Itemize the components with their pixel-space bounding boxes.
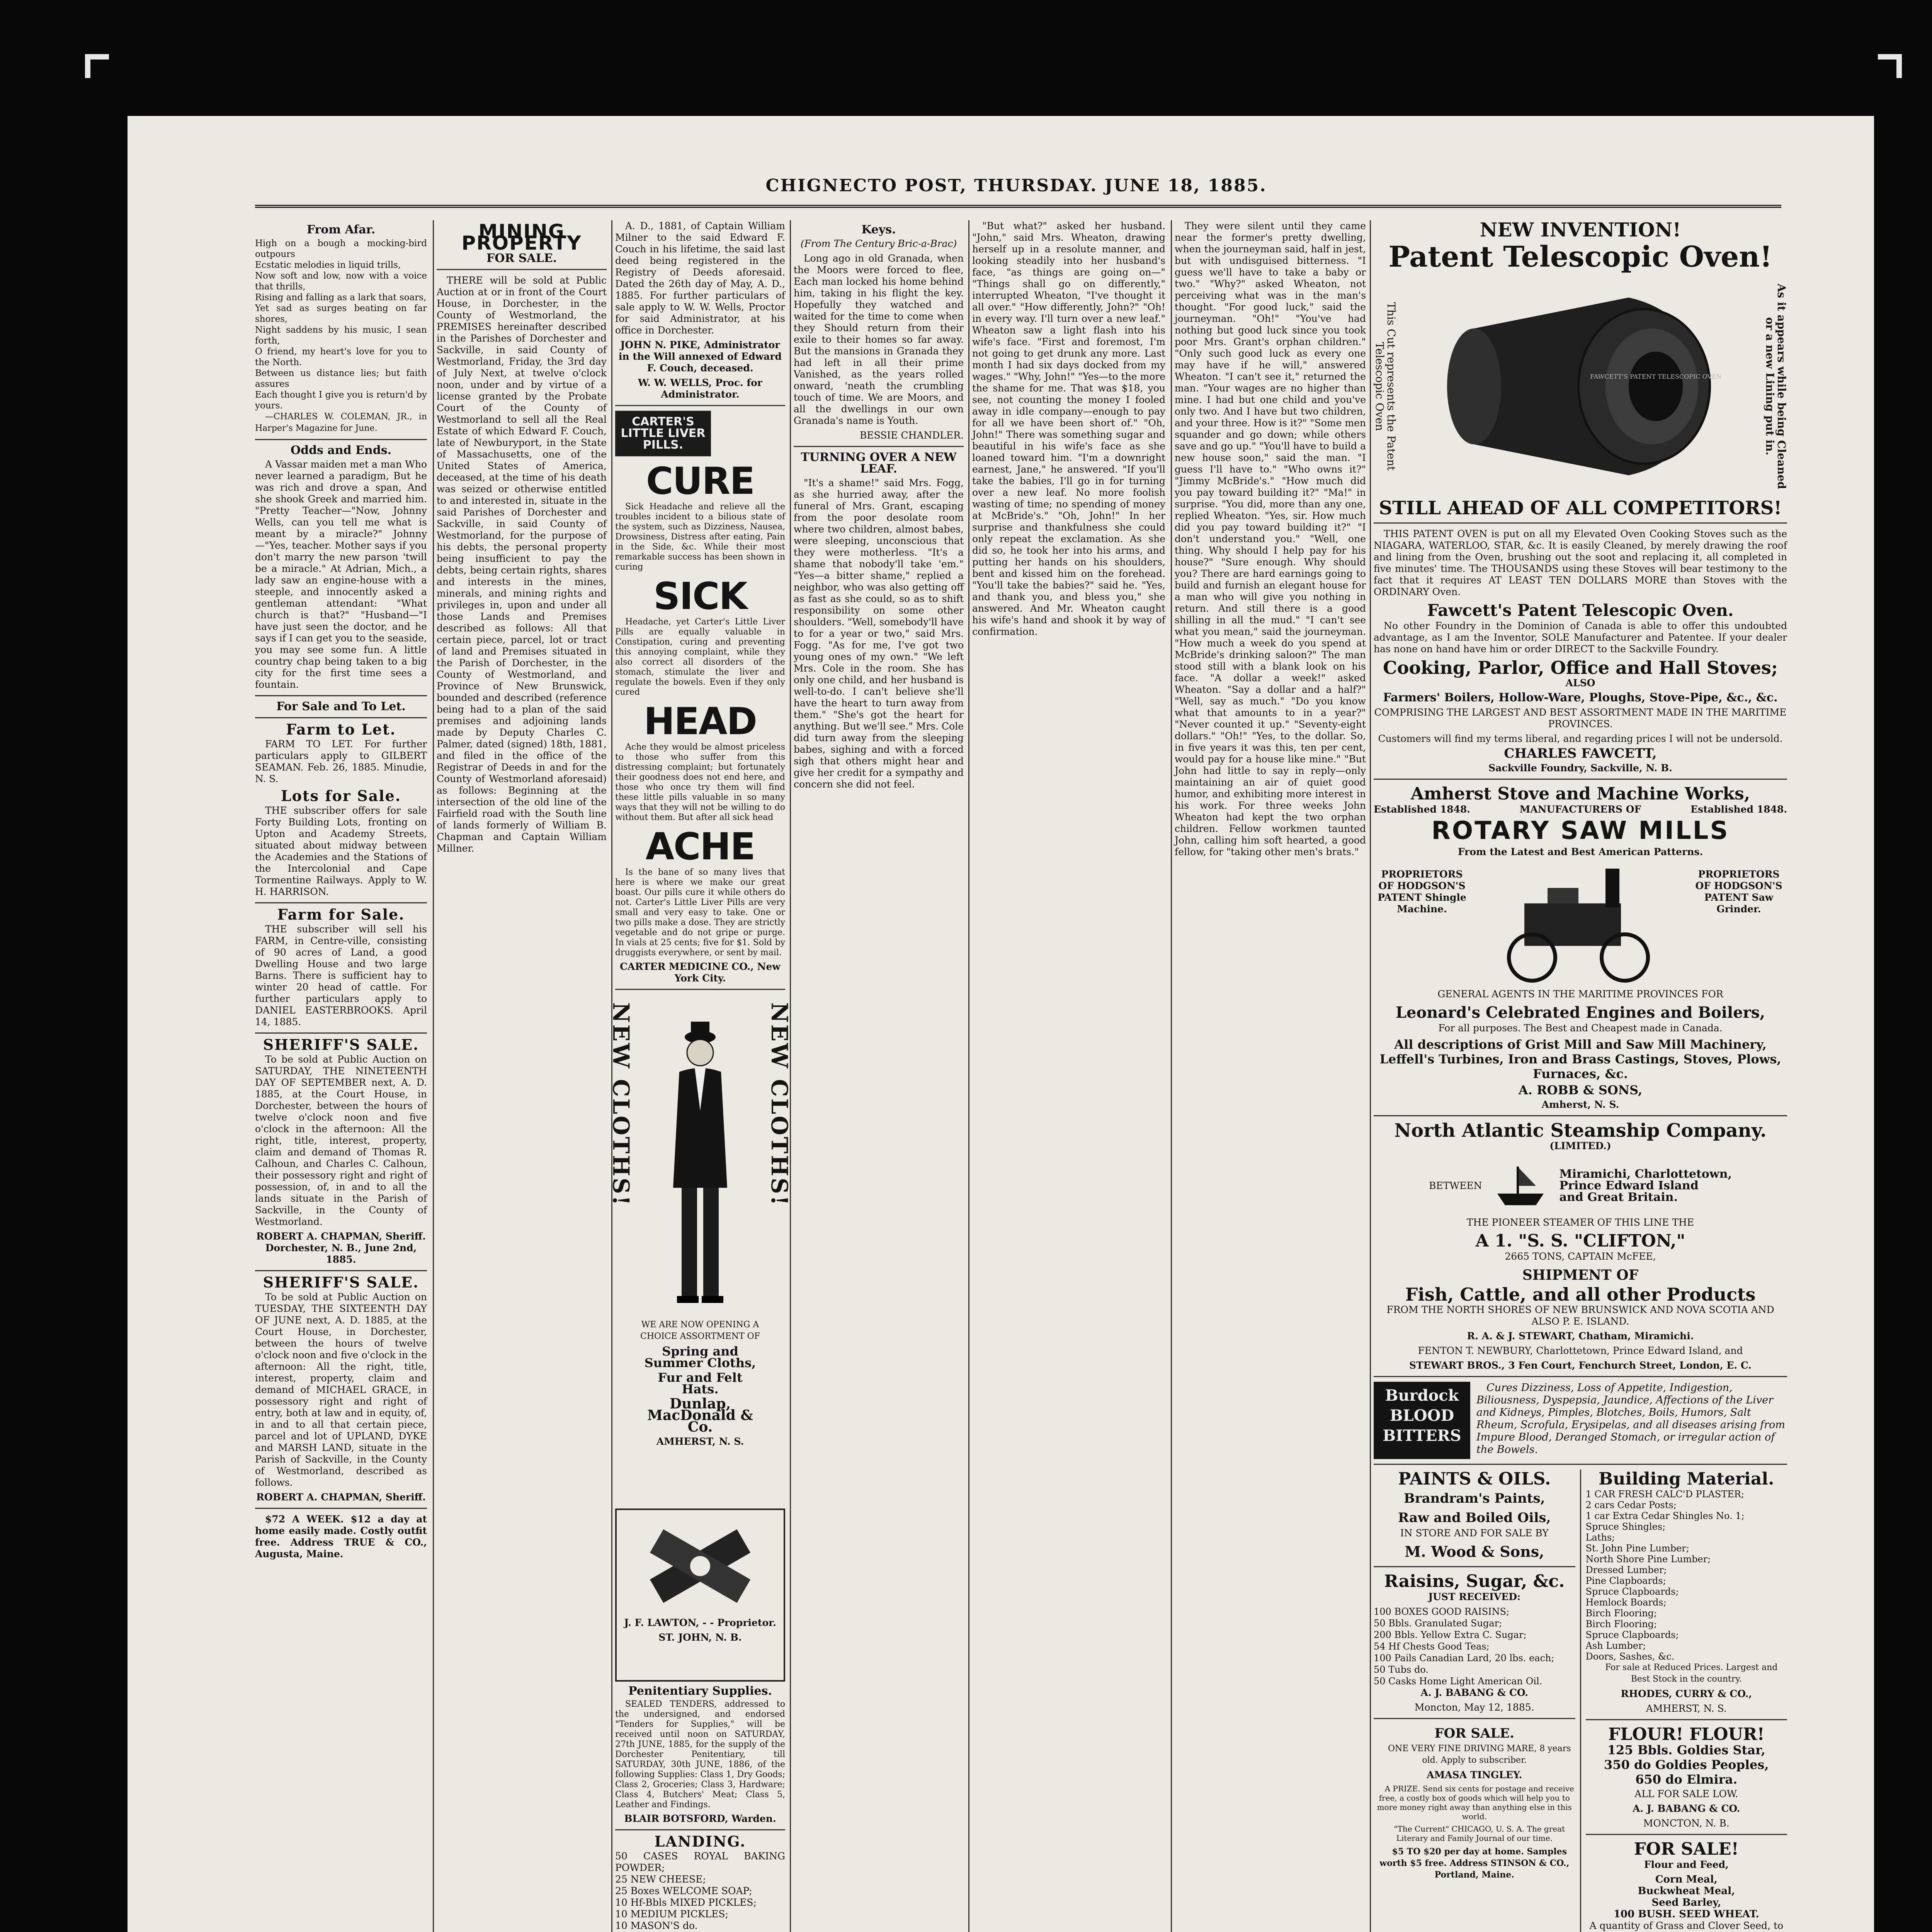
landing-item: 10 MASON'S do. <box>615 1920 698 1931</box>
rhodes-address: AMHERST, N. S. <box>1646 1703 1727 1714</box>
column-2 <box>437 220 607 1932</box>
sick-text: Headache, yet Carter's Little Liver Pills are equally valuable in Constipation, curing and preventing this annoying complaint, while they also correct all disorders of the stomach, stimulate the liver and regulate the bowels. Even if they only cured <box>615 617 785 697</box>
established-right: Established 1848. <box>1690 804 1787 815</box>
gentleman-illustration <box>658 1010 743 1311</box>
raisin-list <box>1374 1606 1575 1687</box>
landing-title: LANDING. <box>654 1833 746 1850</box>
lower-right-ads <box>1581 1469 1787 1932</box>
building-item: Doors, Sashes, &c. <box>1585 1651 1675 1662</box>
dunlap-name: Dunlap, MacDonald & Co. <box>647 1396 753 1435</box>
building-item: 1 CAR FRESH CALC'D PLASTER; <box>1585 1489 1745 1500</box>
poem-line: Between us distance lies; but faith assures <box>255 368 427 389</box>
clothing-ad <box>608 995 793 1505</box>
column-divider <box>1370 220 1371 1932</box>
flour-line-1: 125 Bbls. Goldies Star, <box>1607 1743 1765 1757</box>
also-label: ALSO <box>1565 677 1595 689</box>
fur-hats: Fur and Felt Hats. <box>658 1370 743 1396</box>
shingle-machine: PROPRIETORS OF HODGSON'S PATENT Shingle Machine. <box>1378 869 1466 915</box>
nasc-route <box>1374 1155 1787 1217</box>
fish-cattle: Fish, Cattle, and all other Products <box>1405 1284 1756 1305</box>
sheriff-sale-1-text: To be sold at Public Auction on SATURDAY, THE NINETEENTH DAY OF SEPTEMBER next, A. D. 1885, at the Court House, in Dorchester, between the hours of twelve o'clock noon and five o'clock in the afternoon: All the right, title, interest, property, claim and demand of Thomas R. Calhoun, and Charles C. Calhoun, their possessory right and right of possession, of, in and to all the lands situate in the Parish of Sackville, in the County of Westmorland. <box>255 1054 427 1227</box>
brandram: Brandram's Paints, <box>1404 1491 1545 1506</box>
saw-illustration <box>642 1514 758 1614</box>
raisin-item: 100 Pails Canadian Lard, 20 lbs. each; <box>1374 1653 1554 1663</box>
building-item: Dressed Lumber; <box>1585 1565 1667 1575</box>
landing-item: 25 Boxes WELCOME SOAP; <box>615 1885 752 1896</box>
oven-side-right: As it appears while being Cleaned or a new Lining put in. <box>1764 284 1788 489</box>
shipment-label: SHIPMENT OF <box>1522 1267 1639 1283</box>
moncton-date: Moncton, May 12, 1885. <box>1414 1702 1534 1713</box>
column-3 <box>608 220 793 1932</box>
route-2: Prince Edward Island <box>1559 1179 1699 1192</box>
administrator-sign: JOHN N. PIKE, Administrator in the Will annexed of Edward F. Couch, deceased. <box>618 339 782 374</box>
mining-title: MINING PROPERTY <box>461 220 582 254</box>
new-cloths-left: NEW CLOTHS! <box>608 1002 634 1207</box>
carters-logo: CARTER'S LITTLE LIVER PILLS. <box>615 411 711 456</box>
prize-ad: A PRIZE. Send six cents for postage and receive free, a costly box of goods which will help you to more money right away than anything else in this world. <box>1377 1784 1574 1821</box>
robb-address: Amherst, N. S. <box>1541 1099 1619 1110</box>
farm-sale-title: Farm for Sale. <box>277 906 405 923</box>
poem-line: Night saddens by his music, I sean forth, <box>255 325 427 346</box>
notice-text: A. D., 1881, of Captain William Milner to the said Edward F. Couch in his lifetime, the said last deed being registered in the Registry of Deeds aforesaid. Dated the 26th day of May, A. D., 1885. For further particulars of sale apply to W. W. Wells, Proctor for said Administrator, at his office in Dorchester. <box>615 220 785 336</box>
raisin-item: 54 Hf Chests Good Teas; <box>1374 1641 1490 1652</box>
building-item: Birch Flooring; <box>1585 1619 1657 1629</box>
sheriff-sale-2-text: To be sold at Public Auction on TUESDAY, THE SIXTEENTH DAY OF JUNE next, A. D. 1885, at the Court House, in Dorchester, between the hours of twelve o'clock noon and five o'clock in the afternoon: All the right, title, interest, property, claim and demand of MICHAEL GRACE, in possessory right and right of entry, both at law and in equity, of, in and to all that certain piece, parcel and lot of UPLAND, DYKE and MARSH LAND, situate in the Parish of Sackville, in the County of Westmorland, described as follows. <box>255 1291 427 1488</box>
building-item: North Shore Pine Lumber; <box>1585 1554 1711 1565</box>
sheriff-sale-2-sign: ROBERT A. CHAPMAN, Sheriff. <box>256 1492 426 1503</box>
column-6 <box>1175 220 1366 1932</box>
poem-line: Ecstatic melodies in liquid trills, <box>255 260 401 270</box>
sheriff-sale-1-title: SHERIFF'S SALE. <box>263 1036 419 1053</box>
penitentiary-title: Penitentiary Supplies. <box>628 1684 772 1698</box>
lawton-city: ST. JOHN, N. B. <box>658 1632 742 1643</box>
farm-let-title: Farm to Let. <box>286 721 396 738</box>
sheriff-sale-1-sign: ROBERT A. CHAPMAN, Sheriff. Dorchester, N. B., June 2nd, 1885. <box>256 1231 426 1265</box>
feed-list <box>1586 1874 1787 1920</box>
feed-item: Buckwheat Meal, <box>1638 1885 1735 1897</box>
divider <box>255 902 427 903</box>
divider <box>1374 779 1787 780</box>
sackville-foundry: Sackville Foundry, Sackville, N. B. <box>1488 762 1672 774</box>
divider <box>1374 1376 1787 1377</box>
lawton-name: J. F. LAWTON, - - Proprietor. <box>624 1617 776 1628</box>
opening-text: WE ARE NOW OPENING A CHOICE ASSORTMENT OF <box>640 1320 760 1341</box>
building-item: 1 car Extra Cedar Shingles No. 1; <box>1585 1510 1745 1521</box>
newspaper-page <box>128 116 1874 1932</box>
established-left: Established 1848. <box>1374 804 1470 815</box>
building-item: Birch Flooring; <box>1585 1608 1657 1619</box>
raisin-item: 50 Tubs do. <box>1374 1664 1429 1675</box>
stinson-ad: $5 TO $20 per day at home. Samples worth $5 free. Address STINSON & CO., Portland, Maine. <box>1379 1847 1570 1880</box>
building-foot: For sale at Reduced Prices. Largest and Best Stock in the country. <box>1605 1663 1778 1684</box>
divider <box>1586 1719 1787 1720</box>
nasc-title: North Atlantic Steamship Company. <box>1394 1120 1767 1141</box>
divider <box>615 405 785 406</box>
between-label: BETWEEN <box>1429 1180 1482 1191</box>
saw-grinder: PROPRIETORS OF HODGSON'S PATENT Saw Grinder. <box>1695 869 1782 915</box>
building-list <box>1586 1489 1787 1662</box>
feed-item: 100 BUSH. SEED WHEAT. <box>1613 1908 1759 1920</box>
keys-author: BESSIE CHANDLER. <box>859 430 964 441</box>
stewart-london: STEWART BROS., 3 Fen Court, Fenchurch Street, London, E. C. <box>1409 1360 1752 1371</box>
raisin-item: 100 BOXES GOOD RAISINS; <box>1374 1606 1510 1617</box>
rhodes-curry: RHODES, CURRY & CO., <box>1621 1688 1752 1699</box>
divider <box>1374 1718 1575 1719</box>
poem-line: Now soft and low, now with a voice that thrills, <box>255 271 427 292</box>
divider <box>255 695 427 696</box>
penitentiary-sign: BLAIR BOTSFORD, Warden. <box>624 1813 776 1824</box>
word-sick: SICK <box>653 575 747 618</box>
raw-oils: Raw and Boiled Oils, <box>1398 1510 1551 1526</box>
odds-text: A Vassar maiden met a man Who never learned a paradigm, But he was rich and drove a span, And she shook Greek and married him. "Pretty Teacher—"Now, Johnny Wells, can you tell me what is meant by a miracle?" Johnny—"Yes, teacher. Mother says if you don't marry the new parson 'twill be a miracle." At Adrian, Mich., a lady saw an engine-house with a steeple, and innocently asked a gentleman attendant: "What church is that?" "Husband—"I have just seen the doctor, and he says if I can get you to the seaside, you may see some fun. A little country chap being taken to a big city for the first time sees a fountain. <box>255 459 427 690</box>
ache-text: Is the bane of so many lives that here is where we make our great boast. Our pills cure it while others do not. Carter's Little Liver Pills are very small and very easy to take. One or two pills make a dose. They are strictly vegetable and do not gripe or purge. In vials at 25 cents; five for $1. Sold by druggists everywhere, or sent by mail. <box>615 867 785 957</box>
moncton-label: MONCTON, N. B. <box>1643 1818 1730 1829</box>
lots-text: THE subscriber offers for sale Forty Building Lots, fronting on Upton and Academy Streets, situated about midway between the Academies and the Stations of the Intercolonial and Cape Tormentine Railways. Apply to W. H. HARRISON. <box>255 805 427 897</box>
manufacturers-label: MANUFACTURERS OF <box>1519 804 1641 815</box>
cooking-stoves: Cooking, Parlor, Office and Hall Stoves; <box>1383 657 1778 678</box>
column-divider <box>433 220 434 1932</box>
story-continued: "But what?" asked her husband. "John," said Mrs. Wheaton, drawing herself up in a resolute manner, and looking steadily into her husband's face, "as things are going on—" "Things shall go on differently," interrupted Wheaton, "I've thought it all over." "How differently, John?" "Oh! in every way. I'll turn over a new leaf." Wheaton saw a light flash into his wife's face. "First and foremost, I'm not going to get drunk any more. Last month I had six days docked from my wages." "Why, John!" "Yes—to the more the shame for me. That was $18, you see, not counting the money I fooled away in idle company—enough to pay for all we have been short of." "Oh, John!" There was something sugar and beautiful in his wife's face as she loaned toward him. "I'm a downright earnest, Jane," he answered. "If you'll take the babies, I'll go in for turning over a new leaf. No more foolish wasting of time; no spending of money at McBride's." "Oh, John!" In her surprise and thankfulness she could only repeat the exclamation. As she did so, he took her into his arms, and putting her hands on his shoulders, bent and kissed him on the forehead. "You'll take the babies?" said he. "Yes, and thank you, and bless you," she answered. And Mr. Wheaton caught his wife's hand and shook it by way of confirmation. <box>972 220 1165 637</box>
raisin-item: 50 Bbls. Granulated Sugar; <box>1374 1618 1502 1629</box>
established-row <box>1374 804 1787 815</box>
lawton-ad <box>615 1509 785 1682</box>
poem-line: Yet sad as surges beating on far shores, <box>255 303 427 324</box>
keys-title: Keys. <box>861 223 896 236</box>
in-store: IN STORE AND FOR SALE BY <box>1400 1527 1549 1539</box>
flour-line-3: 650 do Elmira. <box>1635 1772 1738 1787</box>
mining-text: THERE will be sold at Public Auction at or in front of the Court House, in Dorchester, in the County of Westmorland, the PREMISES hereinafter described in the Parishes of Dorchester and Sackville, in said County of Westmorland, Friday, the 3rd day of July Next, at twelve o'clock noon, under and by virtue of a license granted by the Probate Court of the County of Westmorland to sell all the Real Estate of which Edward F. Couch, late of Newburyport, in the State of Massachusetts, one of the United States of America, deceased, at the time of his death was seized or otherwise entitled to and interested in, situate in the said Parishes of Dorchester and Sackville, in said County of Westmorland, for the purpose of his debts, the personal property being insufficient to pay the debts, being certain rights, shares and interests in the mines, minerals, and mining rights and privileges in, upon and under all those Lands and Premises described as follows: All that certain piece, parcel, lot or tract of land and Premises situated in the Parish of Dorchester, in the County of Westmorland, and Province of New Brunswick, bounded and described (reference being had to a plan of the said premises and adjoining lands made by Deputy Charles C. Palmer, dated (signed) 18th, 1881, and filed in the office of the Registrar of Deeds in and for the County of Westmorland aforesaid) as follows: Beginning at the intersection of the old line of the Fairfield road with the South line of lands formerly of William B. Chapman and Captain William Millner. <box>437 275 607 854</box>
shores-text: FROM THE NORTH SHORES OF NEW BRUNSWICK AND NOVA SCOTIA AND ALSO P. E. ISLAND. <box>1386 1304 1774 1327</box>
general-agents: GENERAL AGENTS IN THE MARITIME PROVINCES FOR <box>1437 988 1723 1000</box>
poem-line: Each thought I give you is return'd by yours. <box>255 390 427 411</box>
word-cure: CURE <box>646 459 754 503</box>
leonard-engines: Leonard's Celebrated Engines and Boilers, <box>1395 1003 1765 1022</box>
ship-icon <box>1493 1163 1548 1209</box>
film-corner-mark <box>85 54 109 78</box>
customers-text: Customers will find my terms liberal, and regarding prices I will not be undersold. <box>1378 733 1783 744</box>
latest-patterns: From the Latest and Best American Patterns. <box>1458 846 1703 857</box>
forsale-heading: For Sale and To Let. <box>276 700 406 713</box>
poem-line: High on a bough a mocking-bird outpours <box>255 238 427 259</box>
clothing-copy <box>638 1319 762 1451</box>
grist-mill-text: All descriptions of Grist Mill and Saw Mill Machinery, Leffell's Turbines, Iron and Brass Castings, Stoves, Plows, Furnaces, &c. <box>1379 1037 1781 1081</box>
fenton-newbury: FENTON T. NEWBURY, Charlottetown, Prince Edward Island, and <box>1418 1345 1743 1356</box>
landing-item: 25 NEW CHEESE; <box>615 1874 706 1885</box>
word-head: HEAD <box>644 700 757 743</box>
tingley-sign: AMASA TINGLEY. <box>1427 1769 1522 1781</box>
burdock-ad <box>1374 1382 1787 1459</box>
building-item: Spruce Clapboards; <box>1585 1629 1679 1640</box>
column-divider <box>968 220 969 1932</box>
just-received: JUST RECEIVED: <box>1428 1591 1521 1602</box>
divider <box>255 1032 427 1034</box>
stewart-chatham: R. A. & J. STEWART, Chatham, Miramichi. <box>1467 1330 1694 1342</box>
flour-line-2: 350 do Goldies Peoples, <box>1604 1757 1769 1772</box>
cure-text: Sick Headache and relieve all the troubles incident to a bilious state of the system, such as Dizziness, Nausea, Drowsiness, Distress after eating, Pain in the Side, &c. While their most remarkable success has been shown in curing <box>615 502 785 572</box>
oven-figure <box>1374 274 1787 498</box>
column-7-ads <box>1374 220 1787 1932</box>
route-list <box>1559 1168 1731 1203</box>
building-item: St. John Pine Lumber; <box>1585 1543 1689 1554</box>
bitters-word: BITTERS <box>1383 1427 1461 1445</box>
still-ahead: STILL AHEAD OF ALL COMPETITORS! <box>1379 497 1782 519</box>
m-wood: M. Wood & Sons, <box>1405 1543 1544 1560</box>
head-text: Ache they would be almost priceless to those who suffer from this distressing complaint; but fortunately their goodness does not end here, and those who once try them will find these little pills valuable in so many ways that they will not be willing to do without them. But after all sick head <box>615 742 785 822</box>
divider <box>255 439 427 440</box>
divider <box>794 446 964 447</box>
pioneer-text: THE PIONEER STEAMER OF THIS LINE THE <box>1466 1217 1694 1228</box>
story-continued-2: They were silent until they came near the former's pretty dwelling, when the journeyman said, half in jest, but with undisguised bitterness. "I guess we'll have to take a baby or two." "Why?" asked Wheaton, not perceiving what was in the man's thought. "For good luck," said the journeyman. "Oh!" "You've had nothing but good luck since you took poor Mrs. Grant's orphan children." "Only such good luck as every one may have if he will," answered Wheaton. "I can't see it," returned the man. "Your wages are no higher than mine. I had but one child and you've only two. And I have but two children, and your three. How is it?" "Some men squander and go down; while others save and go up." "You'll have to build a new house soon," said the man. "I guess I'll have to." "Who owns it?" "Jimmy McBride's." "How much did you pay toward building it?" "Ma!" in surprise. "You did, more than any one, replied Wheaton. "Yes, sir. How much did you pay toward building it?" "I don't understand you." "Well, one thing. Why should I help pay for his house?" "Sure enough. Why should you? There are hard earnings going to build and furnish an elegant house for a man who will give you nothing in return. And still there is a good shilling in all the mud." "I can't see what you mean," said the journeyman. "How much a week do you spend at McBride's drinking saloon?" The man stood still with a blank look on his face. "A dollar a week!" asked Wheaton. "Say a dollar and a half?" "Well, say as much." "Do you know what that amounts to in a year?" "Never counted it up." "Seventy-eight dollars." "Oh!" "Yes, to the dollar. So, in five years it was this, ten per cent, would pay for a house like mine." "But John had little to say in reply—only maintaining an air of quiet good humor, and exhibiting more interest in his work. For three weeks John Wheaton had kept the two orphan children. Fellow workmen taunted John, calling him soft hearted, a good fellow, for "taking other men's brats." <box>1175 220 1366 857</box>
for-sale-mid: FOR SALE. <box>1434 1726 1514 1741</box>
comprising-text: COMPRISING THE LARGEST AND BEST ASSORTMENT MADE IN THE MARITIME PROVINCES. <box>1374 707 1787 730</box>
poem-line: Rising and falling as a lark that soars, <box>255 293 427 303</box>
column-5 <box>972 220 1165 1932</box>
mining-subtitle: FOR SALE. <box>486 252 557 265</box>
landing-item: 50 CASES ROYAL BAKING POWDER; <box>615 1850 785 1873</box>
column-4 <box>794 220 964 1932</box>
babang-2: A. J. BABANG & CO. <box>1633 1803 1740 1814</box>
divider <box>1374 1566 1575 1567</box>
poem-body <box>255 238 427 411</box>
keys-credit: (From The Century Bric-a-Brac) <box>800 238 957 249</box>
best-cheapest: For all purposes. The Best and Cheapest made in Canada. <box>1438 1022 1723 1034</box>
new-cloths-right: NEW CLOTHS! <box>766 1002 793 1207</box>
divider <box>1374 1115 1787 1116</box>
burdock-logo <box>1374 1382 1470 1459</box>
building-item: 2 cars Cedar Posts; <box>1585 1500 1677 1510</box>
landing-item: 10 MEDIUM PICKLES; <box>615 1908 729 1920</box>
column-1 <box>255 220 427 1932</box>
burdock-word: Burdock <box>1385 1386 1459 1405</box>
dunlap-location: AMHERST, N. S. <box>656 1436 744 1447</box>
divider <box>615 1829 785 1830</box>
building-item: Pine Clapboards; <box>1585 1575 1666 1586</box>
poem-credit: —CHARLES W. COLEMAN, JR., in Harper's Magazine for June. <box>255 412 427 433</box>
landing-list <box>615 1850 785 1932</box>
story-title: TURNING OVER A NEW LEAF. <box>801 451 957 476</box>
farmers-boilers: Farmers' Boilers, Hollow-Ware, Ploughs, Stove-Pipe, &c., &c. <box>1383 691 1778 704</box>
story-text: "It's a shame!" said Mrs. Fogg, as she hurried away, after the funeral of Mrs. Grant, escaping from the poor desolate room where two children, almost babes, were sleeping, unconscious that they were motherless. "It's a shame that nobody'll take 'em." "Yes—a bitter shame," replied a neighbor, who was also getting off as fast as she could, so as to shift responsibility on some other shoulders. "Well, somebody'll have to for a year or two," said Mrs. Fogg. "As for me, I've got two young ones of my own." "We left Mrs. Cole in the room. She has only one child, and her husband is well-to-do. I can't believe she'll have the heart to turn away from them." "She's got the heart for anything. But we'll see." Mrs. Cole did turn away from the sleeping babes, sighing and with a forced sigh that others might hear and give her credit for a sympathy and concern she did not feel. <box>794 477 964 790</box>
new-invention: NEW INVENTION! <box>1480 218 1681 241</box>
divider <box>437 269 607 270</box>
oven-title: Patent Telescopic Oven! <box>1388 240 1772 274</box>
spring-cloths: Spring and Summer Cloths, <box>644 1344 756 1370</box>
divider <box>1374 522 1787 524</box>
column-divider <box>1171 220 1172 1932</box>
feed-item: Seed Barley, <box>1651 1897 1721 1908</box>
farm-sale-text: THE subscriber will sell his FARM, in Centre-ville, consisting of 90 acres of Land, a good Dwelling House and two large Barns. There is sufficient hay to winter 20 head of cattle. For further particulars apply to DANIEL EASTERBROOKS. April 14, 1885. <box>255 923 427 1027</box>
divider <box>255 1270 427 1271</box>
divider <box>255 717 427 718</box>
rotary-saw-mills: ROTARY SAW MILLS <box>1431 816 1730 845</box>
amherst-works: Amherst Stove and Machine Works, <box>1410 784 1750 804</box>
building-item: Laths; <box>1585 1532 1615 1543</box>
raisin-item: 50 Casks Home Light American Oil. <box>1374 1676 1543 1687</box>
flour-title: FLOUR! FLOUR! <box>1608 1725 1765 1744</box>
lower-left-ads <box>1374 1469 1581 1932</box>
building-item: Spruce Shingles; <box>1585 1521 1666 1532</box>
poem-title: From Afar. <box>306 223 376 236</box>
current-ad: "The Current" CHICAGO, U. S. A. The great Literary and Family Journal of our time. <box>1394 1824 1565 1843</box>
building-item: Spruce Clapboards; <box>1585 1586 1679 1597</box>
carter-company: CARTER MEDICINE CO., New York City. <box>620 961 781 984</box>
divider <box>1374 1464 1787 1465</box>
feed-item: Corn Meal, <box>1655 1874 1718 1885</box>
poem-line: O friend, my heart's love for you to the North. <box>255 347 427 367</box>
lower-ads <box>1374 1469 1787 1932</box>
odds-title: Odds and Ends. <box>290 444 392 457</box>
burdock-text: Cures Dizziness, Loss of Appetite, Indigestion, Biliousness, Dyspepsia, Jaundice, Affections of the Liver and Kidneys, Pimples, Blotches, Boils, Humors, Salt Rheum, Scrofula, Erysipelas, and all diseases arising from Impure Blood, Deranged Stomach, or irregular action of the Bowels. <box>1476 1382 1785 1456</box>
oven-label: FAWCETT'S PATENT TELESCOPIC OVEN <box>1590 373 1722 380</box>
proctor-sign: W. W. WELLS, Proc. for Administrator. <box>638 377 762 400</box>
nasc-limited: (LIMITED.) <box>1549 1140 1611 1151</box>
raisin-item: 200 Bbls. Yellow Extra C. Sugar; <box>1374 1629 1527 1640</box>
masthead-rule <box>255 205 1781 208</box>
charles-fawcett: CHARLES FAWCETT, <box>1504 746 1657 761</box>
building-material: Building Material. <box>1599 1469 1774 1489</box>
oven-side-left: This Cut represents the Patent Telescopic Oven <box>1373 302 1398 471</box>
raisins-title: Raisins, Sugar, &c. <box>1384 1571 1565 1591</box>
tonnage: 2665 TONS, CAPTAIN McFEE, <box>1505 1251 1656 1262</box>
oven-text: THIS PATENT OVEN is put on all my Elevated Oven Cooking Stoves such as the NIAGARA, WATERLOO, STAR, &c. It is easily Cleaned, by merely drawing the roof and lining from the Oven, brushing out the soot and replacing it, all completed in five minutes' time. The THOUSANDS using these Stoves will bear testimony to the fact that it requires AT LEAST TEN DOLLARS MORE than Stoves with the ORDINARY Oven. <box>1374 528 1787 597</box>
robb-name: A. ROBB & SONS, <box>1518 1083 1643 1097</box>
oven-illustration <box>1428 282 1729 491</box>
penitentiary-text: SEALED TENDERS, addressed to the undersigned, and endorsed "Tenders for Supplies," will be received until noon on SATURDAY, 27th JUNE, 1885, for the supply of the Dorchester Penitentiary, till SATURDAY, 30th JUNE, 1886, of the following Supplies: Class 1, Dry Goods; Class 2, Groceries; Class 3, Hardware; Class 4, Butchers' Meat; Class 5, Leather and Findings. <box>615 1699 785 1810</box>
building-item: Ash Lumber; <box>1585 1640 1646 1651</box>
foundry-text: No other Foundry in the Dominion of Canada is able to offer this undoubted advantage, as I am the Inventor, SOLE Manufacturer and Patentee. If your dealer has none on hand have him or order DIRECT to the Sackville Foundry. <box>1374 620 1787 655</box>
landing-item: 10 Hf-Bbls MIXED PICKLES; <box>615 1897 757 1908</box>
paints-oils: PAINTS & OILS. <box>1398 1469 1551 1489</box>
film-corner-mark <box>1878 54 1902 78</box>
keys-poem: Long ago in old Granada, when the Moors were forced to flee, Each man locked his home behind him, taking in his flight the key. Hopefully they watched and waited for the time to come when they Should return from their exile to their homes so far away. But the mansions in Granada they had left in all their prime Vanished, as the years rolled onward, 'neath the crumbling touch of time. We are Moors, and all the dwellings in our own Granada's name is Youth. <box>794 253 964 426</box>
flour-feed: Flour and Feed, <box>1644 1859 1729 1870</box>
divider <box>255 1508 427 1509</box>
route-1: Miramichi, Charlottetown, <box>1559 1167 1732 1181</box>
lots-title: Lots for Sale. <box>281 787 401 804</box>
grass-seed: A quantity of Grass and Clover Seed, to <box>1589 1920 1784 1931</box>
week-ad: $72 A WEEK. $12 a day at home easily made. Costly outfit free. Address TRUE & CO., Augusta, Maine. <box>255 1514 427 1560</box>
steam-engine-illustration <box>1490 861 1671 985</box>
engine-block <box>1374 861 1787 988</box>
clifton-name: A 1. "S. S. "CLIFTON," <box>1475 1231 1685 1251</box>
babang-1: A. J. BABANG & CO. <box>1420 1687 1528 1698</box>
divider <box>615 989 785 990</box>
word-ache: ACHE <box>645 825 755 868</box>
fawcett-oven: Fawcett's Patent Telescopic Oven. <box>1427 601 1734 620</box>
for-sale-flour: FOR SALE! <box>1634 1839 1739 1859</box>
divider <box>1586 1834 1787 1835</box>
blood-word: BLOOD <box>1389 1406 1454 1425</box>
route-3: and Great Britain. <box>1559 1190 1678 1204</box>
all-for-sale: ALL FOR SALE LOW. <box>1634 1788 1738 1799</box>
masthead: CHIGNECTO POST, THURSDAY. JUNE 18, 1885. <box>765 176 1267 196</box>
farm-let-text: FARM TO LET. For further particulars apply to GILBERT SEAMAN. Feb. 26, 1885. Minudie, N. S. <box>255 738 427 784</box>
carters-ad <box>615 411 785 984</box>
building-item: Hemlock Boards; <box>1585 1597 1667 1608</box>
sheriff-sale-2-title: SHERIFF'S SALE. <box>263 1274 419 1291</box>
mare-text: ONE VERY FINE DRIVING MARE, 8 years old. Apply to subscriber. <box>1388 1744 1571 1765</box>
